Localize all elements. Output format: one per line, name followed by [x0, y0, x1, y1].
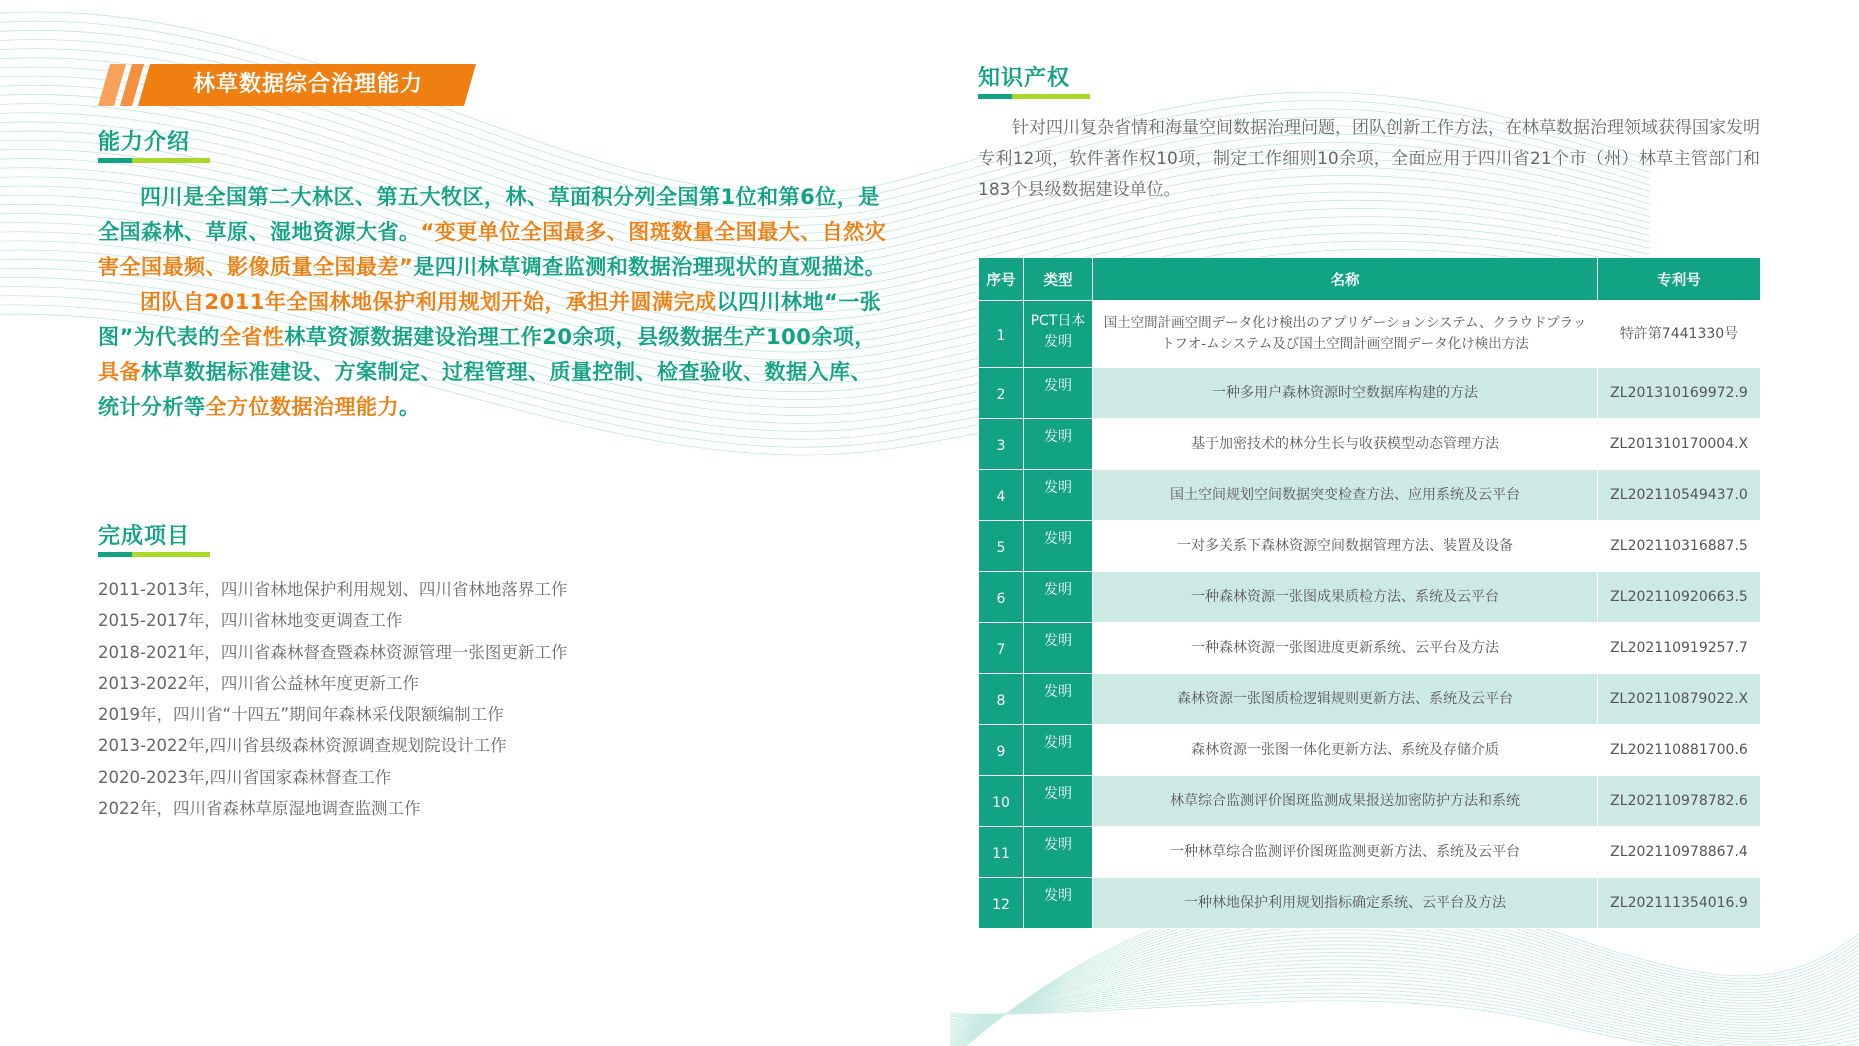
- cell-name: 一种森林资源一张图成果质检方法、系统及云平台: [1093, 572, 1598, 623]
- table-row: [979, 572, 1761, 623]
- cell-name: 森林资源一张图质检逻辑规则更新方法、系统及云平台: [1093, 674, 1598, 725]
- table-row: [979, 725, 1761, 776]
- cell-name: 林草综合监测评价图斑监测成果报送加密防护方法和系统: [1093, 776, 1598, 827]
- intro-highlight-span: 团队自2011年全国林地保护利用规划开始，承担并: [140, 290, 631, 314]
- column-header-name: 名称: [1093, 258, 1598, 301]
- cell-patent-no: ZL201310170004.X: [1598, 419, 1761, 470]
- cell-seq: 3: [979, 419, 1024, 470]
- project-item: 2015-2017年，四川省林地变更调查工作: [98, 611, 403, 631]
- cell-type: 发明: [1024, 878, 1093, 929]
- intro-highlight-span: “变更单位全国最多、图斑数量全国最大、自然灾害全国最频、影像质量全国最差”: [98, 220, 887, 279]
- cell-patent-no: ZL202110316887.5: [1598, 521, 1761, 572]
- cell-seq: 7: [979, 623, 1024, 674]
- table-row: [979, 301, 1761, 368]
- ip-description: 针对四川复杂省情和海量空间数据治理问题，团队创新工作方法，在林草数据治理领域获得国家发明专利12项，软件著作权10项，制定工作细则10余项，全面应用于四川省21个市（州）林草主管部门和183个县级数据建设单位。: [978, 118, 1760, 200]
- cell-name: 一对多关系下森林资源空间数据管理方法、装置及设备: [1093, 521, 1598, 572]
- cell-patent-no: ZL202110881700.6: [1598, 725, 1761, 776]
- cell-name: 一种林地保护利用规划指标确定系统、云平台及方法: [1093, 878, 1598, 929]
- cell-type: 发明: [1024, 572, 1093, 623]
- intro-highlight-span: 全省性: [219, 325, 285, 349]
- cell-seq: 2: [979, 368, 1024, 419]
- cell-seq: 1: [979, 301, 1024, 368]
- cell-patent-no: ZL202110549437.0: [1598, 470, 1761, 521]
- column-header-seq: 序号: [979, 258, 1024, 301]
- intro-text-span: 林草数据标准建设、方案制定、过程管理、质量控制、检查验收、数据入库、统计分析等: [98, 360, 872, 419]
- cell-patent-no: ZL202110978867.4: [1598, 827, 1761, 878]
- intro-paragraph-2: [98, 285, 888, 425]
- cell-name: 一种林草综合监测评价图斑监测更新方法、系统及云平台: [1093, 827, 1598, 878]
- intro-highlight-span: 具备: [98, 360, 141, 384]
- cell-type: 发明: [1024, 521, 1093, 572]
- cell-seq: 6: [979, 572, 1024, 623]
- table-row: [979, 470, 1761, 521]
- table-row: [979, 419, 1761, 470]
- intro-highlight-span: 全方位数据治理能力: [205, 395, 399, 419]
- intro-body: [98, 180, 888, 425]
- project-item: 2011-2013年，四川省林地保护利用规划、四川省林地落界工作: [98, 580, 568, 599]
- intro-text-span: 林草资源数据建设治理工作20余项，县级数据生产100余项，: [284, 325, 876, 349]
- project-item: 2018-2021年，四川省森林督查暨森林资源管理一张图更新工作: [98, 642, 568, 662]
- column-header-type: 类型: [1024, 258, 1093, 301]
- cell-name: 国土空間計画空間データ化け検出のアプリゲーションシステム、クラウドプラットフオ-ムシステム及び国土空間計画空間データ化け検出方法: [1093, 301, 1598, 368]
- cell-type: 发明: [1024, 674, 1093, 725]
- section-banner: [98, 64, 476, 106]
- cell-seq: 11: [979, 827, 1024, 878]
- table-row: [979, 674, 1761, 725]
- cell-type: 发明: [1024, 368, 1093, 419]
- ip-heading-underline: [978, 94, 1090, 99]
- cell-seq: 4: [979, 470, 1024, 521]
- cell-name: 一种森林资源一张图进度更新系统、云平台及方法: [1093, 623, 1598, 674]
- project-item: 2022年，四川省森林草原湿地调查监测工作: [98, 799, 421, 819]
- intro-heading: 能力介绍: [98, 130, 191, 155]
- intro-paragraph-1: [98, 180, 888, 285]
- cell-seq: 10: [979, 776, 1024, 827]
- cell-type: PCT日本发明: [1024, 301, 1093, 368]
- table-row: [979, 878, 1761, 929]
- project-item: 2013-2022年，四川省公益林年度更新工作: [98, 673, 419, 693]
- projects-heading: 完成项目: [98, 524, 191, 549]
- cell-seq: 8: [979, 674, 1024, 725]
- cell-name: 国土空间规划空间数据突变检查方法、应用系统及云平台: [1093, 470, 1598, 521]
- banner-title: 林草数据综合治理能力: [193, 72, 424, 97]
- intro-text-span: 以四川林地“一张图”为代表的: [98, 290, 882, 349]
- cell-patent-no: ZL201310169972.9: [1598, 368, 1761, 419]
- table-row: [979, 623, 1761, 674]
- cell-type: 发明: [1024, 725, 1093, 776]
- table-row: [979, 521, 1761, 572]
- intro-text-span: 四川是全国第二大林区、第五大牧区，林、草面积分列全国第1位和第6位，是全国森林、草原、湿地资源大省。: [98, 185, 880, 244]
- ip-heading: 知识产权: [978, 66, 1071, 91]
- table-row: [979, 368, 1761, 419]
- intro-highlight-span: 圆满完成: [630, 290, 717, 314]
- cell-name: 森林资源一张图一体化更新方法、系统及存储介质: [1093, 725, 1598, 776]
- cell-type: 发明: [1024, 419, 1093, 470]
- cell-patent-no: ZL202111354016.9: [1598, 878, 1761, 929]
- intro-heading-underline: [98, 158, 210, 163]
- project-item: 2020-2023年,四川省国家森林督查工作: [98, 767, 392, 787]
- cell-type: 发明: [1024, 776, 1093, 827]
- cell-seq: 12: [979, 878, 1024, 929]
- cell-patent-no: ZL202110879022.X: [1598, 674, 1761, 725]
- project-item: 2019年，四川省“十四五”期间年森林采伐限额编制工作: [98, 705, 504, 725]
- cell-patent-no: ZL202110978782.6: [1598, 776, 1761, 827]
- column-header-patent-no: 专利号: [1598, 258, 1761, 301]
- cell-seq: 5: [979, 521, 1024, 572]
- cell-patent-no: ZL202110920663.5: [1598, 572, 1761, 623]
- project-item: 2013-2022年,四川省县级森林资源调查规划院设计工作: [98, 736, 507, 756]
- cell-name: 基于加密技术的林分生长与收获模型动态管理方法: [1093, 419, 1598, 470]
- project-list: [98, 574, 798, 824]
- cell-patent-no: 特許第7441330号: [1598, 301, 1761, 368]
- table-row: [979, 827, 1761, 878]
- intro-text-span: 是四川林草调查监测和数据治理现状的直观描述。: [413, 255, 887, 279]
- cell-type: 发明: [1024, 623, 1093, 674]
- table-header-row: [979, 258, 1761, 301]
- cell-patent-no: ZL202110919257.7: [1598, 623, 1761, 674]
- wave-line: [950, 941, 1859, 1039]
- table-row: [979, 776, 1761, 827]
- patent-table: [978, 257, 1761, 929]
- cell-type: 发明: [1024, 827, 1093, 878]
- cell-name: 一种多用户森林资源时空数据库构建的方法: [1093, 368, 1598, 419]
- projects-heading-underline: [98, 552, 210, 557]
- cell-seq: 9: [979, 725, 1024, 776]
- cell-type: 发明: [1024, 470, 1093, 521]
- intro-text-span: 。: [399, 395, 421, 419]
